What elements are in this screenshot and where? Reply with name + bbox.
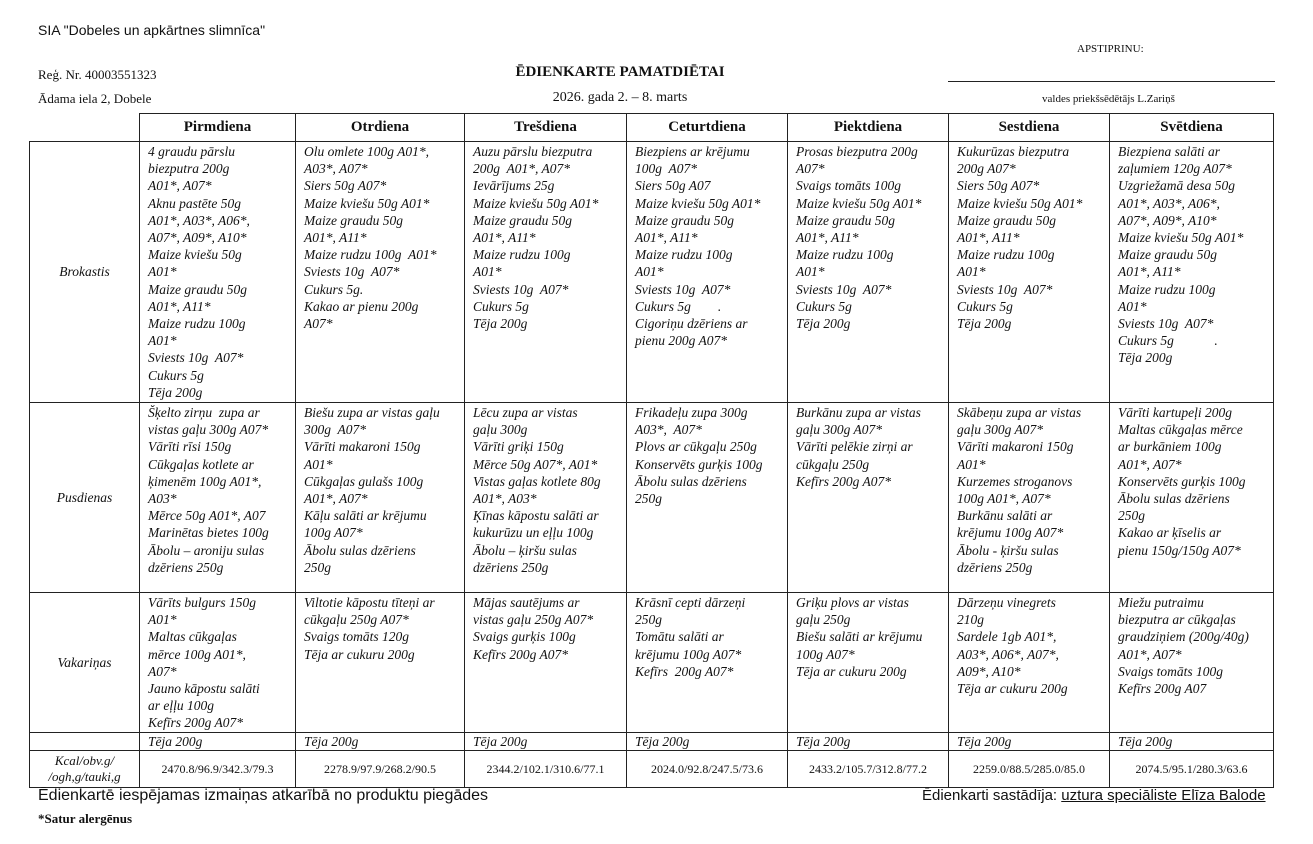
menu-cell xyxy=(465,593,627,733)
menu-item-line: A01* xyxy=(635,264,664,280)
menu-item-line: Cukurs 5g . xyxy=(635,298,722,314)
evening-tea-cell: Tēja 200g xyxy=(627,733,788,751)
menu-item-line: A01*, A11* xyxy=(304,230,367,246)
menu-item-line: Konservēts gurķis 100g xyxy=(1118,473,1246,489)
menu-cell xyxy=(788,593,949,733)
menu-item-line: A01* xyxy=(148,333,177,349)
menu-item-line: Sviests 10g A07* xyxy=(1118,316,1214,332)
menu-item-line: ar eļļu 100g xyxy=(148,698,214,714)
menu-item-line: 200g A07* xyxy=(957,161,1016,177)
menu-item-line: Sviests 10g A07* xyxy=(304,264,400,280)
menu-item-line: Maize graudu 50g xyxy=(1118,247,1217,263)
menu-cell xyxy=(627,403,788,593)
evening-tea-cell: Tēja 200g xyxy=(465,733,627,751)
menu-item-line: A01*, A11* xyxy=(473,230,536,246)
menu-cell xyxy=(465,142,627,403)
menu-item-line: A01*, A07* xyxy=(304,491,368,507)
menu-item-line: Kefīrs 200g A07* xyxy=(148,715,244,731)
menu-item-line: Cukurs 5g xyxy=(957,298,1013,314)
menu-item-line: Ābolu sulas dzēriens xyxy=(304,542,416,558)
meal-label: Brokastis xyxy=(30,142,140,403)
meal-label: Pusdienas xyxy=(30,403,140,593)
menu-item-line: Ķīnas kāpostu salāti ar xyxy=(473,508,599,524)
menu-item-line: Maize kviešu 50g A01* xyxy=(473,195,599,211)
menu-item-line: mērce 100g A01*, xyxy=(148,646,246,662)
kcal-row xyxy=(30,751,1274,788)
availability-note: Ēdienkartē iespējamas izmaiņas atkarībā no produktu piegādes xyxy=(38,787,489,804)
menu-item-line: dzēriens 250g xyxy=(957,559,1033,575)
meal-row xyxy=(30,142,1274,403)
menu-item-line: Cukurs 5g . xyxy=(1118,333,1218,349)
menu-item-line: vistas gaļu 300g A07* xyxy=(148,422,269,438)
menu-item-line: Vārīti rīsi 150g xyxy=(148,439,232,455)
menu-item-line: Frikadeļu zupa 300g xyxy=(635,405,748,420)
menu-item-line: Cukurs 5g. xyxy=(304,281,364,297)
evening-tea-cell: Tēja 200g xyxy=(949,733,1110,751)
menu-item-line: A07* xyxy=(148,663,177,679)
menu-item-line: Maize rudzu 100g xyxy=(635,247,733,263)
menu-item-line: Kefīrs 200g A07 xyxy=(1118,681,1207,697)
menu-item-line: ķimenēm 100g A01*, xyxy=(148,473,262,489)
menu-item-line: A01*, A07* xyxy=(1118,646,1182,662)
menu-item-line: Maize graudu 50g xyxy=(148,281,247,297)
menu-item-line: Kāļu salāti ar krējumu xyxy=(304,508,427,524)
menu-item-line: Burkānu zupa ar vistas xyxy=(796,405,921,420)
day-header: Otrdiena xyxy=(296,114,465,142)
menu-item-line: gaļu 250g xyxy=(796,612,851,628)
menu-item-line: 100g A07* xyxy=(304,525,363,541)
menu-item-line: dzēriens 250g xyxy=(473,559,549,575)
menu-item-line: Ābolu – ķiršu sulas xyxy=(473,542,577,558)
menu-item-line: A07*, A09*, A10* xyxy=(1118,212,1217,228)
menu-item-line: A07*, A09*, A10* xyxy=(148,230,247,246)
menu-table xyxy=(29,113,1274,788)
menu-item-line: 250g xyxy=(635,612,662,628)
menu-item-line: gaļu 300g xyxy=(473,422,528,438)
signature-line xyxy=(948,81,1275,82)
menu-item-line: Maize rudzu 100g xyxy=(473,247,571,263)
menu-item-line: Ābolu - ķiršu sulas xyxy=(957,542,1059,558)
menu-item-line: Kefīrs 200g A07* xyxy=(635,663,734,679)
menu-item-line: Prosas biezputra 200g xyxy=(796,144,918,159)
meal-row xyxy=(30,403,1274,593)
composer-note xyxy=(922,787,1266,804)
composer-label: Ēdienkarti sastādīja: xyxy=(922,787,1058,804)
menu-item-line: A01* xyxy=(148,264,177,280)
menu-item-line: 210g xyxy=(957,612,984,628)
day-header: Piektdiena xyxy=(788,114,949,142)
menu-item-line: Biešu zupa ar vistas gaļu xyxy=(304,405,440,420)
menu-item-line: Vistas gaļas kotlete 80g xyxy=(473,473,601,489)
menu-item-line: Tomātu salāti ar xyxy=(635,629,724,645)
menu-item-line: Maltas cūkgaļas mērce xyxy=(1118,422,1243,438)
menu-item-line: A03* xyxy=(148,491,177,507)
menu-item-line: krējumu 100g A07* xyxy=(635,646,742,662)
menu-item-line: Maize kviešu 50g A01* xyxy=(957,195,1083,211)
menu-item-line: A01*, A03* xyxy=(473,491,537,507)
menu-item-line: vistas gaļu 250g A07* xyxy=(473,612,594,628)
menu-item-line: Konservēts gurķis 100g xyxy=(635,456,763,472)
allergen-note: *Satur alergēnus xyxy=(38,811,133,826)
menu-item-line: A01*, A03*, A06*, xyxy=(1118,195,1220,211)
day-header-row xyxy=(30,114,1274,142)
menu-cell xyxy=(627,142,788,403)
menu-item-line: Maize graudu 50g xyxy=(473,212,572,228)
menu-item-line: Vārīti pelēkie zirņi ar xyxy=(796,439,913,455)
menu-item-line: Dārzeņu vinegrets xyxy=(957,595,1056,610)
menu-item-line: Uzgriežamā desa 50g xyxy=(1118,178,1235,194)
menu-item-line: Svaigs tomāts 100g xyxy=(796,178,902,194)
menu-item-line: cūkgaļu 250g A07* xyxy=(304,612,409,628)
menu-cell xyxy=(140,593,296,733)
menu-item-line: pienu 200g A07* xyxy=(635,333,727,349)
menu-item-line: 200g A01*, A07* xyxy=(473,161,571,177)
menu-item-line: A01*, A03*, A06*, xyxy=(148,212,250,228)
menu-item-line: Maize rudzu 100g xyxy=(796,247,894,263)
kcal-value: 2344.2/102.1/310.6/77.1 xyxy=(465,751,627,788)
menu-cell xyxy=(296,593,465,733)
menu-cell xyxy=(1110,142,1274,403)
menu-cell xyxy=(788,403,949,593)
menu-item-line: Auzu pārslu biezputra xyxy=(473,144,593,159)
menu-item-line: Kefīrs 200g A07* xyxy=(473,646,569,662)
menu-item-line: biezputra 200g xyxy=(148,161,230,177)
menu-item-line: A01*, A11* xyxy=(796,230,859,246)
kcal-value: 2024.0/92.8/247.5/73.6 xyxy=(627,751,788,788)
menu-item-line: cūkgaļu 250g xyxy=(796,456,870,472)
day-header: Svētdiena xyxy=(1110,114,1274,142)
menu-item-line: Maize kviešu 50g A01* xyxy=(796,195,922,211)
menu-item-line: A03*, A07* xyxy=(635,422,702,438)
evening-tea-cell: Tēja 200g xyxy=(296,733,465,751)
menu-item-line: Sviests 10g A07* xyxy=(473,281,569,297)
menu-item-line: A01*, A11* xyxy=(957,230,1020,246)
menu-item-line: Cūkgaļas gulašs 100g xyxy=(304,473,424,489)
menu-item-line: Mērce 50g A07*, A01* xyxy=(473,456,598,472)
menu-item-line: Maize kviešu 50g A01* xyxy=(635,195,761,211)
menu-item-line: 4 graudu pārslu xyxy=(148,144,236,159)
menu-item-line: Vārīti makaroni 150g xyxy=(304,439,421,455)
menu-item-line: Šķelto zirņu zupa ar xyxy=(148,405,260,420)
registration-number: Reģ. Nr. 40003551323 xyxy=(38,67,157,82)
menu-item-line: Burkānu salāti ar xyxy=(957,508,1053,524)
meal-label: Vakariņas xyxy=(30,593,140,733)
kcal-value: 2074.5/95.1/280.3/63.6 xyxy=(1110,751,1274,788)
menu-item-line: Tēja 200g xyxy=(148,384,203,400)
menu-cell xyxy=(949,593,1110,733)
menu-cell xyxy=(465,403,627,593)
menu-item-line: Maize rudzu 100g xyxy=(957,247,1055,263)
menu-cell xyxy=(1110,403,1274,593)
menu-item-line: Ābolu sulas dzēriens xyxy=(1118,491,1230,507)
menu-item-line: Skābeņu zupa ar vistas xyxy=(957,405,1082,420)
kcal-value: 2433.2/105.7/312.8/77.2 xyxy=(788,751,949,788)
approve-label: APSTIPRINU: xyxy=(1077,43,1144,55)
menu-cell xyxy=(627,593,788,733)
menu-item-line: ar burkāniem 100g xyxy=(1118,439,1222,455)
menu-item-line: Tēja 200g xyxy=(1118,350,1173,366)
menu-item-line: Tēja 200g xyxy=(473,316,528,332)
menu-item-line: biezputra ar cūkgaļas xyxy=(1118,612,1236,628)
menu-cell xyxy=(788,142,949,403)
menu-item-line: Maize rudzu 100g A01* xyxy=(304,247,437,263)
kcal-value: 2259.0/88.5/285.0/85.0 xyxy=(949,751,1110,788)
menu-item-line: 100g A07* xyxy=(635,161,698,177)
menu-item-line: Ābolu sulas dzēriens xyxy=(635,473,747,489)
menu-item-line: Maize kviešu 50g A01* xyxy=(304,195,430,211)
day-header: Sestdiena xyxy=(949,114,1110,142)
evening-tea-cell: Tēja 200g xyxy=(788,733,949,751)
evening-tea-cell: Tēja 200g xyxy=(1110,733,1274,751)
menu-item-line: Miežu putraimu xyxy=(1118,595,1204,610)
menu-item-line: zaļumiem 120g A07* xyxy=(1118,161,1232,177)
menu-item-line: Kefīrs 200g A07* xyxy=(796,473,892,489)
menu-item-line: Tēja 200g xyxy=(796,316,851,332)
menu-item-line: Mājas sautējums ar xyxy=(473,595,580,610)
menu-item-line: A09*, A10* xyxy=(957,663,1021,679)
menu-item-line: Kakao ar pienu 200g xyxy=(304,298,419,314)
kcal-value: 2470.8/96.9/342.3/79.3 xyxy=(140,751,296,788)
menu-item-line: Ābolu – aroniju sulas xyxy=(148,542,265,558)
menu-item-line: Tēja ar cukuru 200g xyxy=(304,646,415,662)
menu-item-line: Kukurūzas biezputra xyxy=(957,144,1070,159)
menu-item-line: Sviests 10g A07* xyxy=(635,281,731,297)
menu-item-line: Siers 50g A07* xyxy=(304,178,387,194)
menu-item-line: Ievārījums 25g xyxy=(473,178,555,194)
menu-item-line: A01* xyxy=(796,264,825,280)
menu-item-line: Biešu salāti ar krējumu xyxy=(796,629,923,645)
address: Ādama iela 2, Dobele xyxy=(38,91,152,106)
menu-item-line: Siers 50g A07* xyxy=(957,178,1040,194)
menu-item-line: Tēja ar cukuru 200g xyxy=(957,681,1068,697)
menu-cell xyxy=(296,142,465,403)
menu-item-line: 250g xyxy=(635,491,662,507)
menu-item-line: A01* xyxy=(957,456,986,472)
menu-item-line: Cukurs 5g xyxy=(796,298,852,314)
menu-item-line: Vārīts bulgurs 150g xyxy=(148,595,257,610)
menu-item-line: gaļu 300g A07* xyxy=(796,422,883,438)
menu-item-line: A01*, A07* xyxy=(148,178,212,194)
menu-item-line: 250g xyxy=(1118,508,1145,524)
menu-item-line: A01* xyxy=(1118,298,1147,314)
menu-cell xyxy=(140,403,296,593)
menu-item-line: A03*, A06*, A07*, xyxy=(957,646,1059,662)
menu-item-line: Sviests 10g A07* xyxy=(796,281,892,297)
menu-item-line: dzēriens 250g xyxy=(148,559,224,575)
menu-item-line: A01*, A11* xyxy=(1118,264,1181,280)
menu-item-line: Jauno kāpostu salāti xyxy=(148,681,260,697)
menu-item-line: Maize kviešu 50g xyxy=(148,247,242,263)
menu-item-line: kukurūzu un eļļu 100g xyxy=(473,525,594,541)
menu-item-line: A03*, A07* xyxy=(304,161,368,177)
evening-tea-cell: Tēja 200g xyxy=(140,733,296,751)
evening-tea-row xyxy=(30,733,1274,751)
menu-item-line: A01* xyxy=(148,612,177,628)
corner-cell xyxy=(30,114,140,142)
menu-item-line: A01* xyxy=(957,264,986,280)
menu-item-line: Svaigs gurķis 100g xyxy=(473,629,576,645)
menu-item-line: Cukurs 5g xyxy=(473,298,529,314)
menu-item-line: pienu 150g/150g A07* xyxy=(1118,542,1241,558)
kcal-label: Kcal/obv.g/ /ogh,g/tauki,g xyxy=(30,751,140,788)
menu-item-line: krējumu 100g A07* xyxy=(957,525,1064,541)
menu-item-line: A07* xyxy=(304,316,333,332)
menu-item-line: Vārīti makaroni 150g xyxy=(957,439,1074,455)
menu-item-line: Vārīti kartupeļi 200g xyxy=(1118,405,1232,420)
menu-item-line: A07* xyxy=(796,161,825,177)
menu-item-line: 100g A01*, A07* xyxy=(957,491,1051,507)
menu-item-line: Maize kviešu 50g A01* xyxy=(1118,230,1244,246)
document-title: ĒDIENKARTE PAMATDIĒTAI xyxy=(515,64,725,80)
menu-item-line: A01*, A11* xyxy=(148,298,211,314)
menu-item-line: A01* xyxy=(473,264,502,280)
menu-item-line: A01*, A07* xyxy=(1118,456,1182,472)
menu-item-line: Maltas cūkgaļas xyxy=(148,629,237,645)
menu-cell xyxy=(949,403,1110,593)
menu-item-line: Sviests 10g A07* xyxy=(957,281,1053,297)
menu-item-line: Maize rudzu 100g xyxy=(1118,281,1216,297)
evening-tea-label-cell xyxy=(30,733,140,751)
kcal-value: 2278.9/97.9/268.2/90.5 xyxy=(296,751,465,788)
menu-item-line: 250g xyxy=(304,559,331,575)
menu-cell xyxy=(949,142,1110,403)
menu-cell xyxy=(296,403,465,593)
menu-item-line: Plovs ar cūkgaļu 250g xyxy=(635,439,757,455)
menu-item-line: gaļu 300g A07* xyxy=(957,422,1044,438)
menu-item-line: A01* xyxy=(304,456,333,472)
composer-name: uztura speciāliste Elīza Balode xyxy=(1061,787,1266,804)
menu-item-line: Aknu pastēte 50g xyxy=(148,195,241,211)
day-header: Trešdiena xyxy=(465,114,627,142)
menu-item-line: Sviests 10g A07* xyxy=(148,350,244,366)
menu-item-line: Kakao ar ķīselis ar xyxy=(1118,525,1222,541)
menu-item-line: Maize graudu 50g xyxy=(796,212,895,228)
organization-name: SIA "Dobeles un apkārtnes slimnīca" xyxy=(38,22,266,38)
menu-item-line: Siers 50g A07 xyxy=(635,178,711,194)
menu-item-line: Biezpiens ar krējumu xyxy=(635,144,750,159)
menu-item-line: Cūkgaļas kotlete ar xyxy=(148,456,254,472)
menu-item-line: Cukurs 5g xyxy=(148,367,204,383)
menu-item-line: Tēja 200g xyxy=(957,316,1012,332)
menu-item-line: Maize rudzu 100g xyxy=(148,316,246,332)
menu-item-line: Viltotie kāpostu tīteņi ar xyxy=(304,595,435,610)
menu-item-line: Kurzemes stroganovs xyxy=(957,473,1073,489)
menu-item-line: graudziņiem (200g/40g) xyxy=(1118,629,1249,645)
menu-item-line: Cigoriņu dzēriens ar xyxy=(635,316,748,332)
menu-item-line: Maize graudu 50g xyxy=(957,212,1056,228)
menu-item-line: A01*, A11* xyxy=(635,230,698,246)
menu-item-line: Vārīti griķi 150g xyxy=(473,439,564,455)
menu-item-line: Sardele 1gb A01*, xyxy=(957,629,1057,645)
meal-row xyxy=(30,593,1274,733)
day-header: Pirmdiena xyxy=(140,114,296,142)
approver-caption: valdes priekšsēdētājs L.Zariņš xyxy=(1042,93,1175,105)
menu-item-line: Griķu plovs ar vistas xyxy=(796,595,909,610)
menu-cell xyxy=(140,142,296,403)
menu-item-line: Marinētas bietes 100g xyxy=(148,525,269,541)
menu-item-line: Tēja ar cukuru 200g xyxy=(796,663,907,679)
menu-cell xyxy=(1110,593,1274,733)
menu-item-line: 100g A07* xyxy=(796,646,855,662)
day-header: Ceturtdiena xyxy=(627,114,788,142)
menu-item-line: Mērce 50g A01*, A07 xyxy=(148,508,266,524)
menu-item-line: Svaigs tomāts 120g xyxy=(304,629,410,645)
menu-item-line: Svaigs tomāts 100g xyxy=(1118,663,1224,679)
menu-item-line: Olu omlete 100g A01*, xyxy=(304,144,429,159)
menu-item-line: Krāsnī cepti dārzeņi xyxy=(635,595,746,610)
menu-item-line: Maize graudu 50g xyxy=(635,212,734,228)
menu-item-line: Biezpiena salāti ar xyxy=(1118,144,1220,159)
menu-item-line: Maize graudu 50g xyxy=(304,212,403,228)
menu-item-line: 300g A07* xyxy=(304,422,367,438)
date-range: 2026. gada 2. – 8. marts xyxy=(552,90,688,105)
menu-item-line: Lēcu zupa ar vistas xyxy=(473,405,578,420)
